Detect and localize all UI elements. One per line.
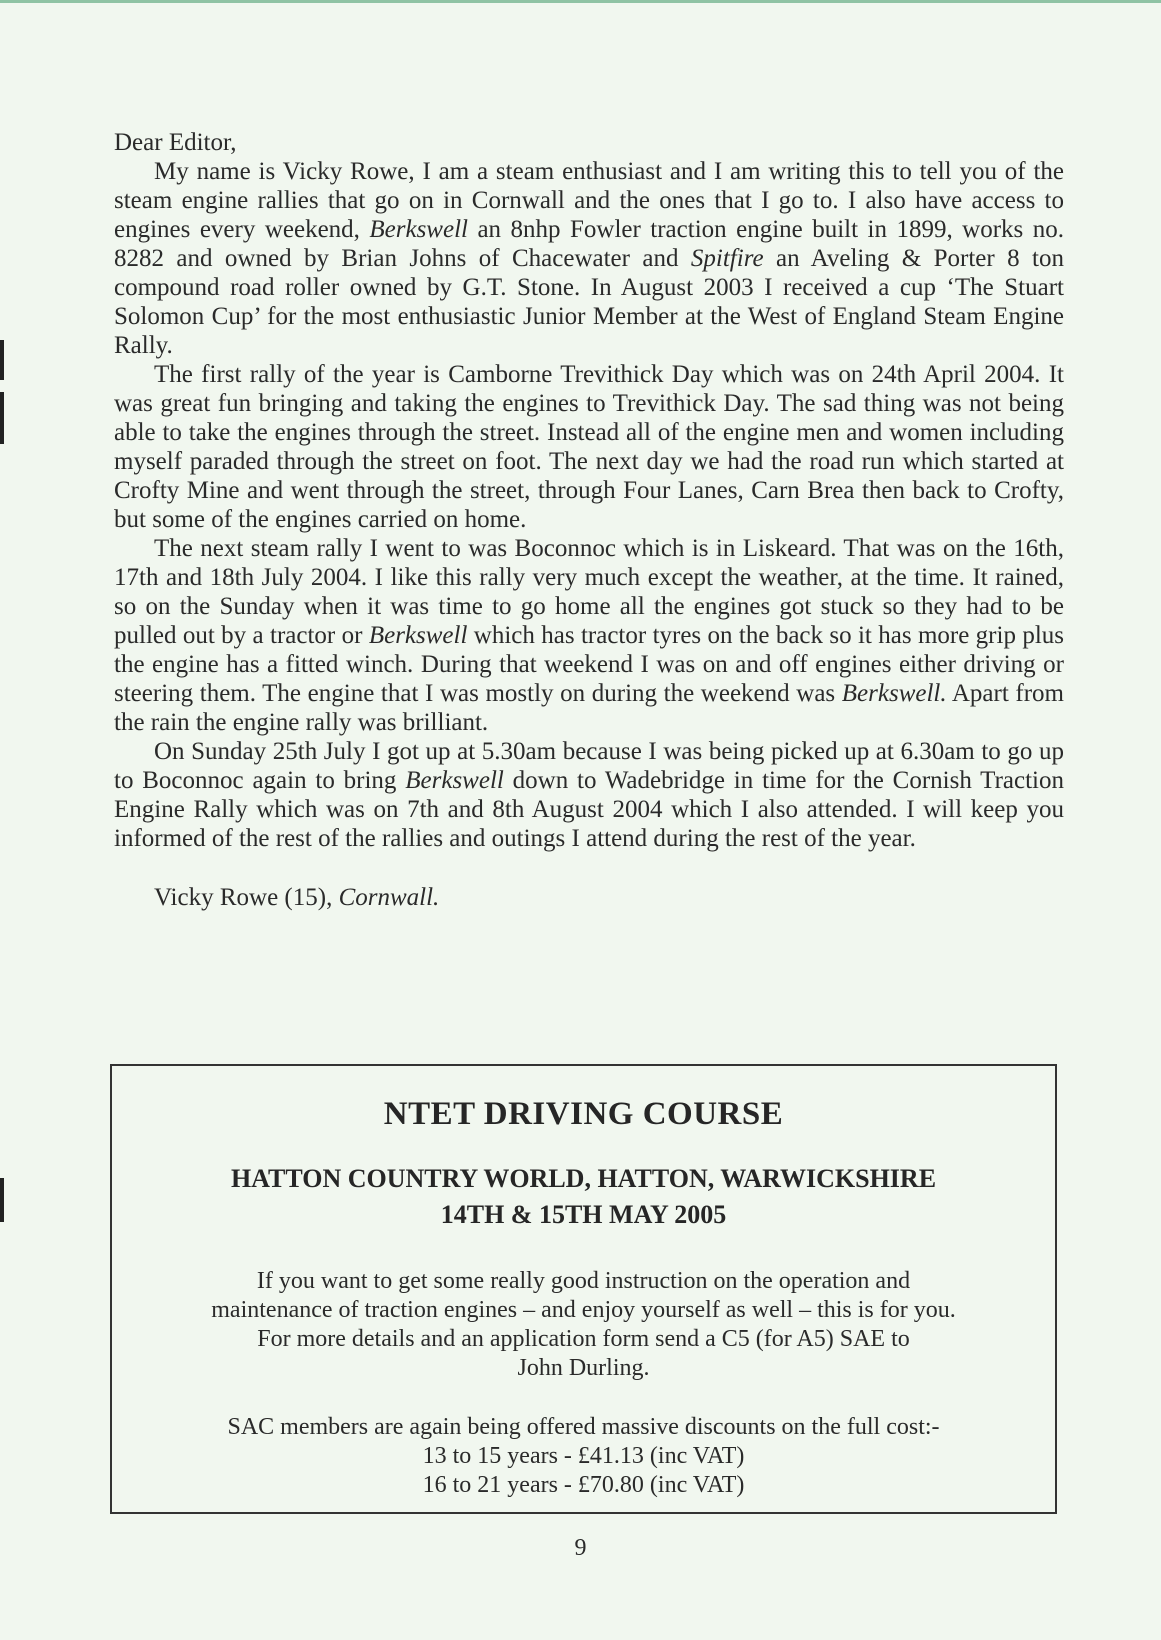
page-top-edge xyxy=(0,0,1161,3)
engine-name: Berkswell xyxy=(405,767,504,794)
paragraph-3 xyxy=(114,534,1064,737)
paragraph-4-text-c: down to Wadebridge in time for the Cornish Traction Engine Rally which was on 7th and 8th August 2004 which I also attended. I will keep you informed of the rest of the rallies and outings I attend during the rest of the year. xyxy=(114,767,1064,852)
notice-venue: HATTON COUNTRY WORLD, HATTON, WARWICKSHIRE xyxy=(230,1164,937,1193)
notice-body-line: For more details and an application form send a C5 (for A5) SAE to xyxy=(257,1326,910,1352)
signoff xyxy=(114,883,1064,912)
engine-name: Berkswell xyxy=(368,622,468,649)
paragraph-3-text-c: which has tractor tyres on the back so it has more grip plus the engine has a fitted winch. During that weekend I was on and off engines either driving or steering them. The engine that I was mostly on during the weekend was xyxy=(114,622,1064,707)
paragraph-1-text-a: My name is Vicky Rowe, I am a steam enthusiast and I am writing this to tell you of the steam engine rallies that go on in Cornwall and the ones that I go to. I also have access to engines every weekend, xyxy=(114,158,1064,243)
paragraph-3-text-a: The next steam rally I went to was Boconnoc which is in Liskeard. That was on the 16th, 17th and 18th July 2004. I like this rally very much except the weather, at the time. It rained, so on the Sunday when it was time to go home all the engines got stuck so they had to be pulled out by a tractor or xyxy=(114,535,1064,649)
notice-title: NTET DRIVING COURSE xyxy=(383,1096,784,1132)
binding-mark xyxy=(0,392,4,444)
binding-mark xyxy=(0,340,4,380)
paragraph-4 xyxy=(114,737,1064,853)
author-place: Cornwall. xyxy=(338,884,440,911)
notice-venue-dates xyxy=(112,1161,1055,1233)
notice-body-line: maintenance of traction engines – and enjoy yourself as well – this is for you. xyxy=(211,1297,956,1323)
salutation: Dear Editor, xyxy=(114,129,237,156)
engine-name: Berkswell xyxy=(369,216,468,243)
paragraph-1-text-c: an 8nhp Fowler traction engine built in 1899, works no. 8282 and owned by Brian Johns of Chacewater and xyxy=(114,216,1064,272)
paragraph-2: The first rally of the year is Camborne Trevithick Day which was on 24th April 2004. It was great fun bringing and taking the engines to Trevithick Day. The sad thing was not being able to take the engines through the street. Instead all of the engine men and women including myself paraded through the street on foot. The next day we had the road run which started at Crofty Mine and went through the street, through Four Lanes, Carn Brea then back to Crofty, but some of the engines carried on home. xyxy=(114,361,1064,533)
paragraph-1 xyxy=(114,157,1064,360)
letter-to-editor xyxy=(114,128,1064,912)
notice-dates: 14TH & 15TH MAY 2005 xyxy=(440,1200,727,1229)
price-line: 16 to 21 years - £70.80 (inc VAT) xyxy=(422,1472,745,1498)
paragraph-3-text-e: Apart from the rain the engine rally was brilliant. xyxy=(114,680,1065,736)
page-number: 9 xyxy=(574,1535,587,1561)
engine-name: Spitfire xyxy=(690,245,764,272)
binding-mark xyxy=(0,1178,4,1222)
notice-discounts xyxy=(112,1413,1055,1500)
paragraph-1-text-e: an Aveling & Porter 8 ton compound road roller owned by G.T. Stone. In August 2003 I received a cup ‘The Stuart Solomon Cup’ for the most enthusiastic Junior Member at the West of England Steam Engine Rally. xyxy=(114,245,1064,359)
driving-course-notice xyxy=(110,1064,1057,1514)
discount-intro: SAC members are again being offered massive discounts on the full cost:- xyxy=(227,1414,940,1440)
notice-body xyxy=(112,1267,1055,1383)
notice-body-line: John Durling. xyxy=(517,1355,650,1381)
notice-body-line: If you want to get some really good instruction on the operation and xyxy=(256,1268,911,1294)
author-name: Vicky Rowe (15), xyxy=(154,884,339,911)
engine-name: Berkswell. xyxy=(841,680,947,707)
price-line: 13 to 15 years - £41.13 (inc VAT) xyxy=(422,1443,745,1469)
paragraph-4-text-a: On Sunday 25th July I got up at 5.30am because I was being picked up at 6.30am to go up to Boconnoc again to bring xyxy=(114,738,1064,794)
